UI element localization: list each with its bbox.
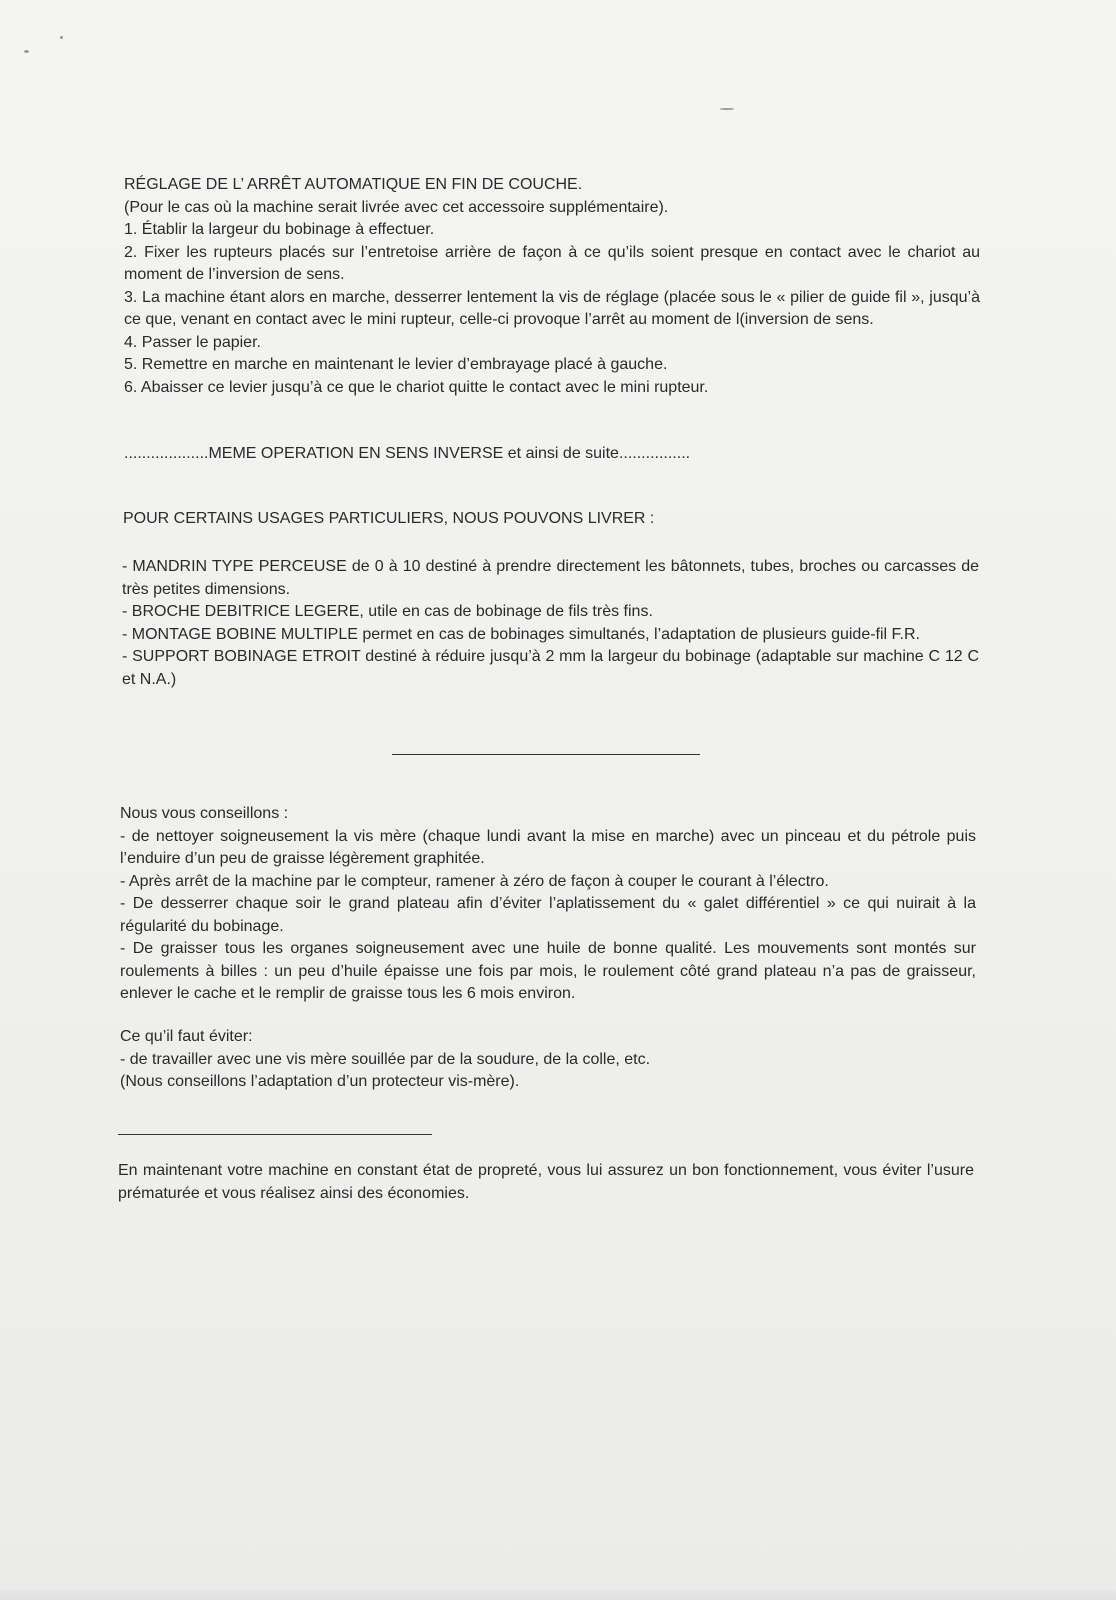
step-item: 3. La machine étant alors en marche, desserrer lentement la vis de réglage (placée sous le « pilier de guide fil », jusqu’à ce que, venant en contact avec le mini rupteur, celle-ci provoque l’arrêt au moment de l(inversion de sens. [124,288,980,328]
list-item: - de nettoyer soigneusement la vis mère (chaque lundi avant la mise en marche) avec un pinceau et du pétrole puis l’enduire d’un peu de graisse légèrement graphitée. [120,827,976,867]
paper-speck [60,36,63,39]
advice-section [120,803,976,1006]
step-item: 2. Fixer les rupteurs placés sur l’entretoise arrière de façon à ce qu’ils soient presque en contact avec le chariot au moment de l’inversion de sens. [124,243,980,283]
list-item: - De desserrer chaque soir le grand plateau afin d’éviter l’aplatissement du « galet différentiel » ce qui nuirait à la régularité du bobinage. [120,895,976,935]
repeat-instruction [124,443,980,466]
list-item: - de travailler avec une vis mère souillée par de la soudure, de la colle, etc. [120,1050,651,1068]
paper-speck [24,50,29,53]
list-item: - Après arrêt de la machine par le compteur, ramener à zéro de façon à couper le courant à l’électro. [120,872,829,890]
section-intro: Nous vous conseillons : [120,805,289,822]
avoid-section [120,1026,976,1094]
options-title-block [123,508,979,531]
list-item: - MANDRIN TYPE PERCEUSE de 0 à 10 destiné à prendre directement les bâtonnets, tubes, broches ou carcasses de très petites dimensions. [122,558,979,598]
section-intro: Ce qu’il faut éviter: [120,1028,253,1045]
closing-paragraph [118,1160,974,1205]
list-item: - De graisser tous les organes soigneusement avec une huile de bonne qualité. Les mouvements sont montés sur roulements à billes : un peu d’huile épaisse une fois par mois, le roulement côté grand plateau n’a pas de graisseur, enlever le cache et le remplir de graisse tous les 6 mois environ. [120,940,976,1002]
settings-section [124,174,980,399]
list-item: - BROCHE DEBITRICE LEGERE, utile en cas de bobinage de fils très fins. [122,603,653,620]
step-item: 1. Établir la largeur du bobinage à effectuer. [124,221,435,238]
section-title: RÉGLAGE DE L’ ARRÊT AUTOMATIQUE EN FIN DE COUCHE. [124,176,583,193]
section-subtitle: (Pour le cas où la machine serait livrée avec cet accessoire supplémentaire). [124,198,669,216]
closing-text: En maintenant votre machine en constant état de propreté, vous lui assurez un bon fonctionnement, vous éviter l’usure prématurée et vous réalisez ainsi des économies. [118,1162,974,1202]
step-item: 6. Abaisser ce levier jusqu’à ce que le chariot quitte le contact avec le mini rupteur. [124,378,709,396]
divider [392,754,700,755]
divider [118,1134,432,1135]
step-item: 5. Remettre en marche en maintenant le levier d’embrayage placé à gauche. [124,356,668,373]
section-title: POUR CERTAINS USAGES PARTICULIERS, NOUS POUVONS LIVRER : [123,510,655,527]
list-item: - MONTAGE BOBINE MULTIPLE permet en cas de bobinages simultanés, l’adaptation de plusieurs guide-fil F.R. [122,625,920,643]
paper-speck [720,108,734,110]
list-item: (Nous conseillons l’adaptation d’un protecteur vis-mère). [120,1073,520,1090]
options-list [122,556,979,691]
repeat-line: ...................MEME OPERATION EN SENS INVERSE et ainsi de suite................ [124,445,691,462]
list-item: - SUPPORT BOBINAGE ETROIT destiné à réduire jusqu’à 2 mm la largeur du bobinage (adaptable sur machine C 12 C et N.A.) [122,648,979,688]
step-item: 4. Passer le papier. [124,333,261,351]
